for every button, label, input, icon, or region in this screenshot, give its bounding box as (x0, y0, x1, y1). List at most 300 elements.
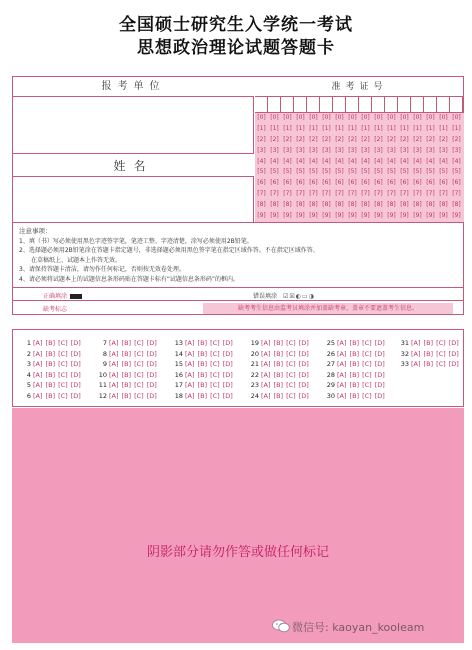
answer-option-bubble[interactable]: [C] (134, 360, 144, 368)
exam-id-bubble[interactable]: [5] (361, 168, 370, 176)
answer-option-bubble[interactable]: [A] (261, 339, 271, 347)
answer-option-bubble[interactable]: [D] (448, 349, 459, 358)
answer-option-bubble[interactable]: [B] (45, 339, 56, 347)
exam-id-bubble[interactable]: [3] (270, 146, 279, 154)
exam-id-bubble[interactable]: [5] (322, 168, 331, 176)
answer-option-bubble[interactable]: [B] (423, 349, 434, 358)
exam-id-digit-box[interactable] (307, 97, 320, 112)
exam-id-bubble[interactable]: [4] (374, 157, 383, 165)
exam-id-bubble[interactable]: [0] (257, 114, 266, 121)
exam-id-bubble[interactable]: [7] (309, 190, 318, 198)
answer-option-bubble[interactable]: [B] (45, 381, 56, 389)
exam-id-bubble[interactable]: [9] (413, 212, 422, 220)
answer-option-bubble[interactable]: [D] (374, 339, 385, 347)
answer-option-bubble[interactable]: [A] (337, 349, 347, 358)
exam-id-digit-box[interactable] (424, 97, 437, 112)
answer-option-bubble[interactable]: [B] (121, 381, 132, 389)
answer-option-bubble[interactable]: [A] (411, 339, 421, 347)
answer-option-bubble[interactable]: [A] (261, 349, 271, 358)
exam-id-bubble[interactable]: [2] (361, 135, 370, 143)
answer-option-bubble[interactable]: [D] (70, 349, 81, 358)
exam-id-digit-box[interactable] (359, 97, 372, 112)
exam-id-bubble[interactable]: [1] (361, 124, 370, 132)
answer-option-bubble[interactable]: [B] (423, 360, 434, 368)
answer-option-bubble[interactable]: [C] (58, 339, 68, 347)
answer-option-bubble[interactable]: [A] (337, 381, 347, 389)
exam-id-bubble[interactable]: [7] (413, 190, 422, 198)
exam-id-bubble[interactable]: [7] (348, 190, 357, 198)
exam-id-bubble[interactable]: [8] (439, 201, 448, 209)
exam-id-bubble[interactable]: [1] (400, 124, 409, 132)
answer-option-bubble[interactable]: [D] (374, 370, 385, 379)
exam-id-bubble[interactable]: [1] (322, 124, 331, 132)
exam-id-bubble[interactable]: [7] (257, 190, 266, 198)
answer-option-bubble[interactable]: [D] (222, 360, 233, 368)
answer-option-bubble[interactable]: [B] (121, 339, 132, 347)
answer-option-bubble[interactable]: [B] (273, 339, 284, 347)
answer-option-bubble[interactable]: [A] (261, 360, 271, 368)
answer-option-bubble[interactable]: [D] (70, 370, 81, 379)
exam-id-bubble[interactable]: [2] (309, 135, 318, 143)
answer-option-bubble[interactable]: [C] (210, 370, 220, 379)
answer-option-bubble[interactable]: [D] (298, 370, 309, 379)
answer-option-bubble[interactable]: [A] (33, 360, 43, 368)
exam-id-bubble[interactable]: [6] (426, 179, 435, 187)
answer-option-bubble[interactable]: [C] (58, 370, 68, 379)
exam-id-bubble[interactable]: [2] (400, 135, 409, 143)
answer-option-bubble[interactable]: [C] (134, 349, 144, 358)
answer-option-bubble[interactable]: [B] (273, 370, 284, 379)
exam-id-digit-box[interactable] (294, 97, 307, 112)
exam-id-bubble[interactable]: [0] (270, 114, 279, 121)
exam-id-bubble[interactable]: [4] (452, 157, 461, 165)
exam-id-bubble[interactable]: [5] (283, 168, 292, 176)
answer-option-bubble[interactable]: [C] (134, 381, 144, 389)
exam-id-bubble[interactable]: [6] (322, 179, 331, 187)
exam-id-bubble[interactable]: [4] (426, 157, 435, 165)
exam-id-bubble[interactable]: [4] (309, 157, 318, 165)
exam-id-bubble[interactable]: [2] (270, 135, 279, 143)
answer-option-bubble[interactable]: [A] (109, 370, 119, 379)
exam-id-bubble[interactable]: [1] (452, 124, 461, 132)
exam-id-bubble[interactable]: [8] (296, 201, 305, 209)
exam-id-bubble[interactable]: [5] (335, 168, 344, 176)
answer-option-bubble[interactable]: [A] (109, 349, 119, 358)
exam-id-bubble[interactable]: [9] (322, 212, 331, 220)
exam-id-bubble[interactable]: [5] (296, 168, 305, 176)
answer-option-bubble[interactable]: [A] (109, 360, 119, 368)
answer-option-bubble[interactable]: [D] (70, 381, 81, 389)
answer-option-bubble[interactable]: [A] (109, 391, 119, 400)
answer-option-bubble[interactable]: [A] (411, 349, 421, 358)
answer-option-bubble[interactable]: [B] (197, 391, 208, 400)
answer-option-bubble[interactable]: [A] (185, 381, 195, 389)
answer-option-bubble[interactable]: [C] (362, 370, 372, 379)
answer-option-bubble[interactable]: [B] (349, 391, 360, 400)
exam-id-bubble[interactable]: [1] (283, 124, 292, 132)
answer-option-bubble[interactable]: [A] (109, 381, 119, 389)
exam-id-bubble[interactable]: [4] (400, 157, 409, 165)
answer-option-bubble[interactable]: [C] (58, 391, 68, 400)
exam-id-bubble[interactable]: [4] (270, 157, 279, 165)
exam-id-digit-box[interactable] (268, 97, 281, 112)
answer-option-bubble[interactable]: [B] (423, 339, 434, 347)
answer-option-bubble[interactable]: [C] (286, 339, 296, 347)
answer-option-bubble[interactable]: [D] (222, 339, 233, 347)
answer-option-bubble[interactable]: [B] (197, 349, 208, 358)
exam-id-bubble[interactable]: [8] (348, 201, 357, 209)
exam-id-bubble[interactable]: [6] (296, 179, 305, 187)
exam-id-bubble[interactable]: [8] (452, 201, 461, 209)
exam-id-bubble[interactable]: [9] (296, 212, 305, 220)
exam-id-bubble[interactable]: [4] (361, 157, 370, 165)
exam-id-bubble[interactable]: [3] (309, 146, 318, 154)
exam-id-bubble[interactable]: [7] (439, 190, 448, 198)
answer-option-bubble[interactable]: [D] (70, 360, 81, 368)
exam-id-bubble[interactable]: [4] (296, 157, 305, 165)
answer-option-bubble[interactable]: [C] (134, 339, 144, 347)
exam-id-bubble[interactable]: [0] (322, 114, 331, 121)
exam-id-bubble[interactable]: [3] (387, 146, 396, 154)
exam-id-bubble[interactable]: [0] (348, 114, 357, 121)
answer-option-bubble[interactable]: [D] (222, 381, 233, 389)
exam-id-bubble[interactable]: [3] (374, 146, 383, 154)
exam-id-bubble[interactable]: [8] (387, 201, 396, 209)
answer-option-bubble[interactable]: [B] (349, 360, 360, 368)
exam-id-bubble[interactable]: [0] (335, 114, 344, 121)
exam-id-digit-box[interactable] (411, 97, 424, 112)
exam-id-bubble[interactable]: [2] (439, 135, 448, 143)
exam-id-bubble[interactable]: [5] (400, 168, 409, 176)
answer-option-bubble[interactable]: [B] (197, 370, 208, 379)
exam-id-bubble[interactable]: [0] (387, 114, 396, 121)
exam-id-digit-box[interactable] (450, 97, 463, 112)
exam-id-bubble[interactable]: [4] (335, 157, 344, 165)
exam-id-bubble[interactable]: [5] (426, 168, 435, 176)
answer-option-bubble[interactable]: [C] (210, 391, 220, 400)
answer-option-bubble[interactable]: [A] (185, 360, 195, 368)
exam-id-bubble[interactable]: [3] (335, 146, 344, 154)
answer-option-bubble[interactable]: [D] (146, 339, 157, 347)
exam-id-bubble[interactable]: [7] (296, 190, 305, 198)
exam-id-bubble[interactable]: [3] (257, 146, 266, 154)
exam-id-bubble[interactable]: [1] (426, 124, 435, 132)
answer-option-bubble[interactable]: [B] (273, 391, 284, 400)
answer-option-bubble[interactable]: [B] (349, 370, 360, 379)
answer-option-bubble[interactable]: [A] (337, 339, 347, 347)
exam-id-bubble[interactable]: [3] (283, 146, 292, 154)
exam-id-bubble[interactable]: [7] (452, 190, 461, 198)
exam-id-bubble[interactable]: [1] (270, 124, 279, 132)
exam-id-bubble[interactable]: [3] (413, 146, 422, 154)
answer-option-bubble[interactable]: [C] (58, 381, 68, 389)
exam-id-bubble[interactable]: [1] (413, 124, 422, 132)
exam-id-bubble[interactable]: [2] (283, 135, 292, 143)
exam-id-bubble[interactable]: [8] (361, 201, 370, 209)
exam-id-digit-box[interactable] (346, 97, 359, 112)
exam-id-bubble[interactable]: [9] (270, 212, 279, 220)
exam-id-bubble[interactable]: [9] (400, 212, 409, 220)
exam-id-bubble[interactable]: [6] (348, 179, 357, 187)
exam-id-bubble[interactable]: [1] (387, 124, 396, 132)
exam-id-bubble[interactable]: [9] (348, 212, 357, 220)
answer-option-bubble[interactable]: [D] (374, 391, 385, 400)
answer-option-bubble[interactable]: [C] (362, 339, 372, 347)
exam-id-bubble[interactable]: [0] (439, 114, 448, 121)
exam-id-bubble[interactable]: [4] (257, 157, 266, 165)
exam-id-bubble[interactable]: [5] (257, 168, 266, 176)
answer-option-bubble[interactable]: [B] (349, 349, 360, 358)
answer-option-bubble[interactable]: [C] (286, 370, 296, 379)
exam-id-bubble[interactable]: [5] (413, 168, 422, 176)
exam-id-bubble[interactable]: [4] (387, 157, 396, 165)
answer-option-bubble[interactable]: [D] (70, 391, 81, 400)
exam-id-bubble[interactable]: [4] (413, 157, 422, 165)
exam-id-digit-box[interactable] (385, 97, 398, 112)
answer-option-bubble[interactable]: [B] (121, 370, 132, 379)
answer-option-bubble[interactable]: [A] (33, 349, 43, 358)
exam-id-bubble[interactable]: [6] (400, 179, 409, 187)
answer-option-bubble[interactable]: [C] (58, 349, 68, 358)
exam-id-bubble[interactable]: [8] (400, 201, 409, 209)
exam-id-digit-box[interactable] (372, 97, 385, 112)
answer-option-bubble[interactable]: [C] (286, 360, 296, 368)
answer-option-bubble[interactable]: [D] (222, 391, 233, 400)
exam-id-digit-box[interactable] (255, 97, 268, 112)
exam-id-bubble[interactable]: [6] (439, 179, 448, 187)
exam-id-bubble[interactable]: [9] (426, 212, 435, 220)
exam-id-bubble[interactable]: [2] (257, 135, 266, 143)
exam-id-bubble[interactable]: [6] (335, 179, 344, 187)
answer-option-bubble[interactable]: [A] (109, 339, 119, 347)
answer-option-bubble[interactable]: [A] (33, 370, 43, 379)
answer-option-bubble[interactable]: [A] (337, 370, 347, 379)
answer-option-bubble[interactable]: [C] (210, 381, 220, 389)
exam-id-bubble[interactable]: [1] (335, 124, 344, 132)
answer-option-bubble[interactable]: [D] (448, 360, 459, 368)
exam-id-bubble[interactable]: [7] (387, 190, 396, 198)
exam-id-bubble[interactable]: [5] (270, 168, 279, 176)
answer-option-bubble[interactable]: [B] (349, 339, 360, 347)
answer-option-bubble[interactable]: [C] (210, 360, 220, 368)
exam-id-bubble[interactable]: [6] (374, 179, 383, 187)
answer-option-bubble[interactable]: [A] (185, 370, 195, 379)
exam-id-bubble[interactable]: [6] (452, 179, 461, 187)
exam-id-bubble[interactable]: [3] (296, 146, 305, 154)
exam-id-bubble[interactable]: [3] (361, 146, 370, 154)
exam-id-digit-box[interactable] (281, 97, 294, 112)
exam-id-bubble[interactable]: [1] (296, 124, 305, 132)
exam-id-bubble[interactable]: [5] (374, 168, 383, 176)
answer-option-bubble[interactable]: [D] (298, 349, 309, 358)
answer-option-bubble[interactable]: [A] (33, 391, 43, 400)
answer-option-bubble[interactable]: [C] (436, 339, 446, 347)
answer-option-bubble[interactable]: [B] (45, 349, 56, 358)
answer-option-bubble[interactable]: [C] (436, 360, 446, 368)
exam-id-bubble[interactable]: [0] (426, 114, 435, 121)
exam-id-bubble[interactable]: [2] (387, 135, 396, 143)
answer-option-bubble[interactable]: [D] (222, 349, 233, 358)
exam-id-bubble[interactable]: [2] (413, 135, 422, 143)
answer-option-bubble[interactable]: [B] (121, 391, 132, 400)
exam-id-bubble[interactable]: [9] (387, 212, 396, 220)
answer-option-bubble[interactable]: [A] (185, 349, 195, 358)
answer-option-bubble[interactable]: [D] (298, 381, 309, 389)
exam-id-digit-box[interactable] (320, 97, 333, 112)
exam-id-bubble[interactable]: [0] (309, 114, 318, 121)
exam-id-bubble[interactable]: [0] (452, 114, 461, 121)
answer-option-bubble[interactable]: [C] (134, 370, 144, 379)
exam-id-bubble[interactable]: [0] (296, 114, 305, 121)
exam-id-digit-box[interactable] (333, 97, 346, 112)
exam-id-bubble[interactable]: [5] (348, 168, 357, 176)
exam-id-bubble[interactable]: [8] (270, 201, 279, 209)
exam-id-digit-box[interactable] (437, 97, 450, 112)
answer-option-bubble[interactable]: [A] (261, 370, 271, 379)
exam-id-bubble[interactable]: [3] (439, 146, 448, 154)
answer-option-bubble[interactable]: [D] (146, 349, 157, 358)
exam-id-bubble[interactable]: [3] (400, 146, 409, 154)
exam-id-bubble[interactable]: [5] (452, 168, 461, 176)
exam-id-bubble[interactable]: [3] (452, 146, 461, 154)
exam-id-bubble[interactable]: [0] (374, 114, 383, 121)
answer-option-bubble[interactable]: [A] (261, 381, 271, 389)
exam-id-bubble[interactable]: [7] (400, 190, 409, 198)
exam-id-bubble[interactable]: [6] (361, 179, 370, 187)
answer-option-bubble[interactable]: [C] (134, 391, 144, 400)
answer-option-bubble[interactable]: [B] (121, 349, 132, 358)
exam-id-bubble[interactable]: [2] (322, 135, 331, 143)
exam-id-bubble[interactable]: [8] (426, 201, 435, 209)
exam-id-bubble[interactable]: [6] (283, 179, 292, 187)
exam-id-bubble[interactable]: [2] (348, 135, 357, 143)
answer-option-bubble[interactable]: [C] (210, 349, 220, 358)
exam-id-bubble[interactable]: [7] (335, 190, 344, 198)
exam-id-bubble[interactable]: [2] (426, 135, 435, 143)
exam-id-bubble[interactable]: [3] (348, 146, 357, 154)
exam-id-bubble[interactable]: [3] (322, 146, 331, 154)
answer-option-bubble[interactable]: [D] (146, 370, 157, 379)
exam-id-bubble[interactable]: [9] (335, 212, 344, 220)
exam-id-bubble[interactable]: [8] (257, 201, 266, 209)
exam-id-bubble[interactable]: [6] (270, 179, 279, 187)
exam-id-bubble[interactable]: [4] (283, 157, 292, 165)
answer-option-bubble[interactable]: [D] (374, 381, 385, 389)
exam-id-bubble[interactable]: [8] (413, 201, 422, 209)
exam-id-bubble[interactable]: [6] (257, 179, 266, 187)
answer-option-bubble[interactable]: [B] (273, 349, 284, 358)
exam-id-bubble[interactable]: [7] (283, 190, 292, 198)
answer-option-bubble[interactable]: [B] (197, 339, 208, 347)
answer-option-bubble[interactable]: [B] (349, 381, 360, 389)
exam-id-bubble[interactable]: [8] (309, 201, 318, 209)
exam-id-bubble[interactable]: [8] (374, 201, 383, 209)
answer-option-bubble[interactable]: [C] (436, 349, 446, 358)
answer-option-bubble[interactable]: [D] (146, 381, 157, 389)
exam-id-bubble[interactable]: [8] (335, 201, 344, 209)
exam-id-bubble[interactable]: [2] (296, 135, 305, 143)
exam-id-bubble[interactable]: [3] (426, 146, 435, 154)
exam-id-bubble[interactable]: [5] (309, 168, 318, 176)
exam-id-bubble[interactable]: [9] (309, 212, 318, 220)
answer-option-bubble[interactable]: [C] (362, 360, 372, 368)
exam-id-bubble[interactable]: [2] (335, 135, 344, 143)
exam-id-bubble[interactable]: [9] (257, 212, 266, 220)
exam-id-bubble[interactable]: [9] (361, 212, 370, 220)
exam-id-bubble[interactable]: [7] (322, 190, 331, 198)
answer-option-bubble[interactable]: [A] (337, 391, 347, 400)
answer-option-bubble[interactable]: [D] (222, 370, 233, 379)
exam-id-digit-box[interactable] (398, 97, 411, 112)
answer-option-bubble[interactable]: [A] (33, 381, 43, 389)
exam-id-bubble[interactable]: [4] (348, 157, 357, 165)
answer-option-bubble[interactable]: [D] (70, 339, 81, 347)
exam-id-bubble[interactable]: [4] (322, 157, 331, 165)
exam-id-bubble[interactable]: [9] (452, 212, 461, 220)
answer-option-bubble[interactable]: [C] (362, 391, 372, 400)
exam-id-bubble[interactable]: [6] (413, 179, 422, 187)
answer-option-bubble[interactable]: [B] (45, 370, 56, 379)
exam-id-bubble[interactable]: [1] (309, 124, 318, 132)
exam-id-bubble[interactable]: [0] (283, 114, 292, 121)
exam-id-bubble[interactable]: [7] (426, 190, 435, 198)
answer-option-bubble[interactable]: [A] (411, 360, 421, 368)
answer-option-bubble[interactable]: [C] (286, 381, 296, 389)
answer-option-bubble[interactable]: [B] (121, 360, 132, 368)
answer-option-bubble[interactable]: [A] (33, 339, 43, 347)
exam-id-bubble[interactable]: [2] (374, 135, 383, 143)
answer-option-bubble[interactable]: [C] (286, 391, 296, 400)
answer-option-bubble[interactable]: [D] (146, 360, 157, 368)
answer-option-bubble[interactable]: [D] (374, 349, 385, 358)
exam-id-bubble[interactable]: [5] (387, 168, 396, 176)
answer-option-bubble[interactable]: [D] (146, 391, 157, 400)
exam-id-bubble[interactable]: [0] (400, 114, 409, 121)
exam-id-bubble[interactable]: [5] (439, 168, 448, 176)
exam-id-bubble[interactable]: [1] (257, 124, 266, 132)
exam-id-bubble[interactable]: [6] (309, 179, 318, 187)
answer-option-bubble[interactable]: [C] (362, 381, 372, 389)
exam-id-bubble[interactable]: [4] (439, 157, 448, 165)
exam-id-bubble[interactable]: [7] (374, 190, 383, 198)
answer-option-bubble[interactable]: [C] (210, 339, 220, 347)
answer-option-bubble[interactable]: [B] (273, 360, 284, 368)
exam-id-bubble[interactable]: [1] (348, 124, 357, 132)
answer-option-bubble[interactable]: [C] (58, 360, 68, 368)
answer-option-bubble[interactable]: [B] (273, 381, 284, 389)
exam-id-bubble[interactable]: [6] (387, 179, 396, 187)
exam-id-bubble[interactable]: [8] (283, 201, 292, 209)
answer-option-bubble[interactable]: [A] (261, 391, 271, 400)
answer-option-bubble[interactable]: [D] (374, 360, 385, 368)
answer-option-bubble[interactable]: [D] (298, 339, 309, 347)
exam-id-bubble[interactable]: [7] (270, 190, 279, 198)
answer-option-bubble[interactable]: [A] (337, 360, 347, 368)
exam-id-bubble[interactable]: [8] (322, 201, 331, 209)
answer-option-bubble[interactable]: [B] (197, 381, 208, 389)
exam-id-bubble[interactable]: [9] (283, 212, 292, 220)
answer-option-bubble[interactable]: [D] (448, 339, 459, 347)
answer-option-bubble[interactable]: [D] (298, 391, 309, 400)
answer-option-bubble[interactable]: [D] (298, 360, 309, 368)
answer-option-bubble[interactable]: [B] (197, 360, 208, 368)
answer-option-bubble[interactable]: [B] (45, 391, 56, 400)
answer-option-bubble[interactable]: [A] (185, 339, 195, 347)
exam-id-bubble[interactable]: [9] (374, 212, 383, 220)
answer-option-bubble[interactable]: [C] (286, 349, 296, 358)
exam-id-bubble[interactable]: [0] (413, 114, 422, 121)
exam-id-bubble[interactable]: [2] (452, 135, 461, 143)
